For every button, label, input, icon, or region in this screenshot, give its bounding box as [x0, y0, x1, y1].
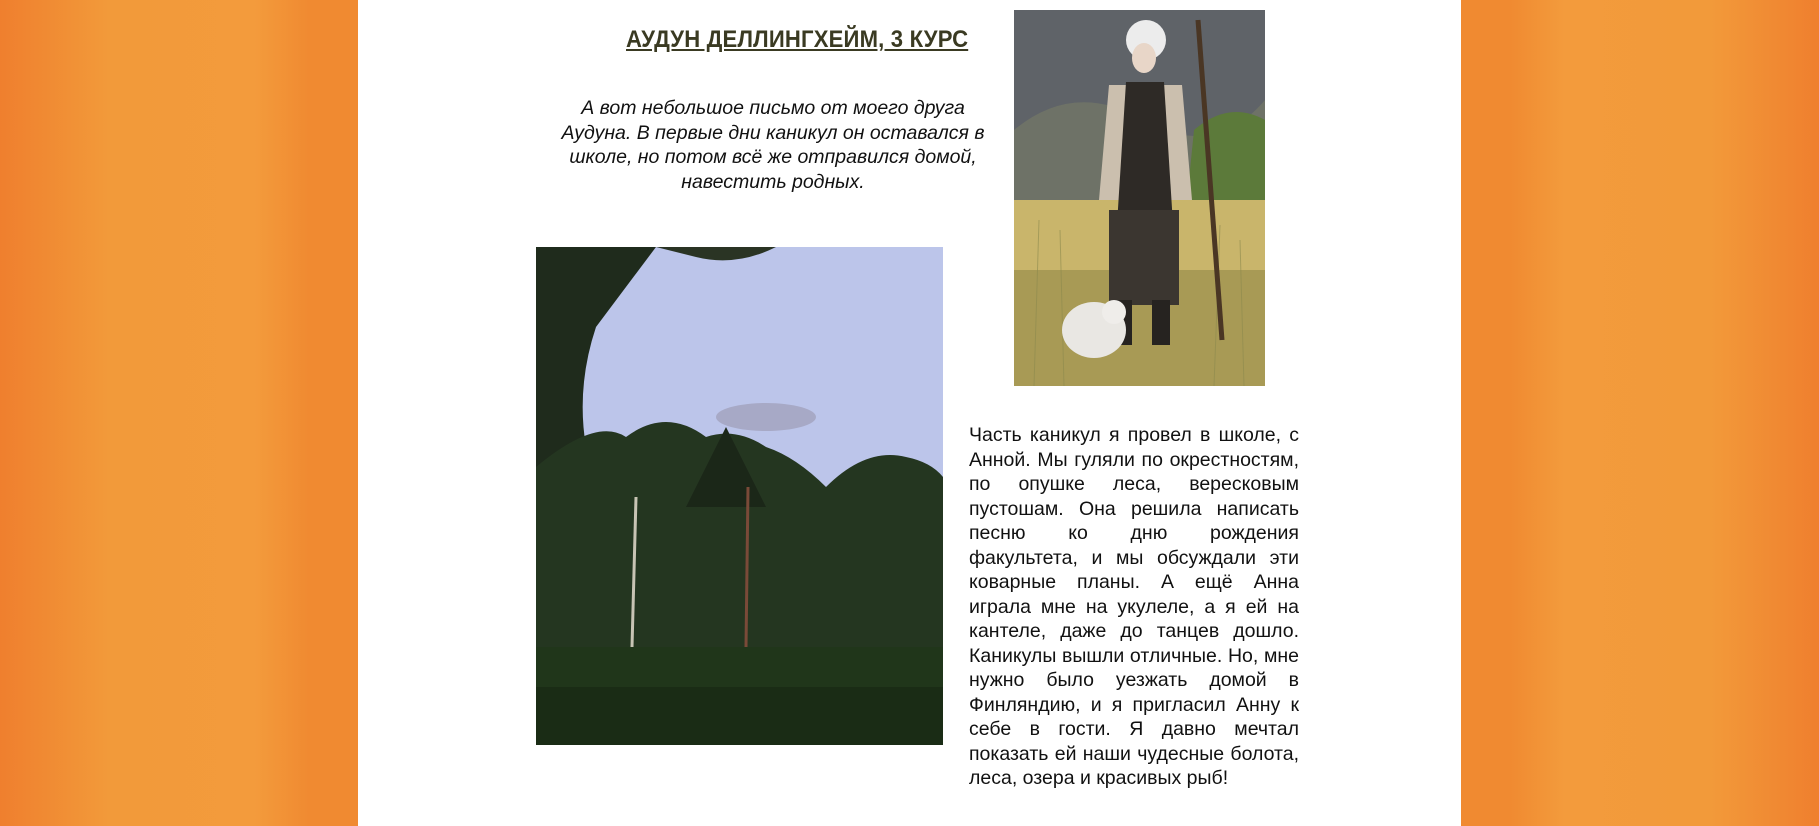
forest-illustration — [536, 247, 943, 745]
boy-illustration — [1014, 10, 1265, 386]
newsletter-page — [358, 0, 1461, 826]
forest-photo — [536, 247, 943, 745]
page-title: АУДУН ДЕЛЛИНГХЕЙМ, 3 КУРС — [626, 26, 969, 53]
letter-paragraph: Часть каникул я провел в школе, с Анной. Мы гуляли по окрестностям, по опушке леса, вересковым пустошам. Она решила написать песню ко дню рождения факультета, и мы обсуждали эти коварные планы. А ещё Анна играла мне на укулеле, а я ей на кантеле, даже до танцев дошло. Каникулы вышли отличные. Но, мне нужно было уезжать домой в Финляндию, и я пригласил Анну к себе в гости. Я давно мечтал показать ей наши чудесные болота, леса, озера и красивых рыб! — [969, 424, 1299, 789]
intro-paragraph: А вот небольшое письмо от моего друга Аудуна. В первые дни каникул он оставался в школе, но потом всё же отправился домой, навестить родных. — [561, 97, 985, 193]
boy-photo — [1014, 10, 1265, 386]
